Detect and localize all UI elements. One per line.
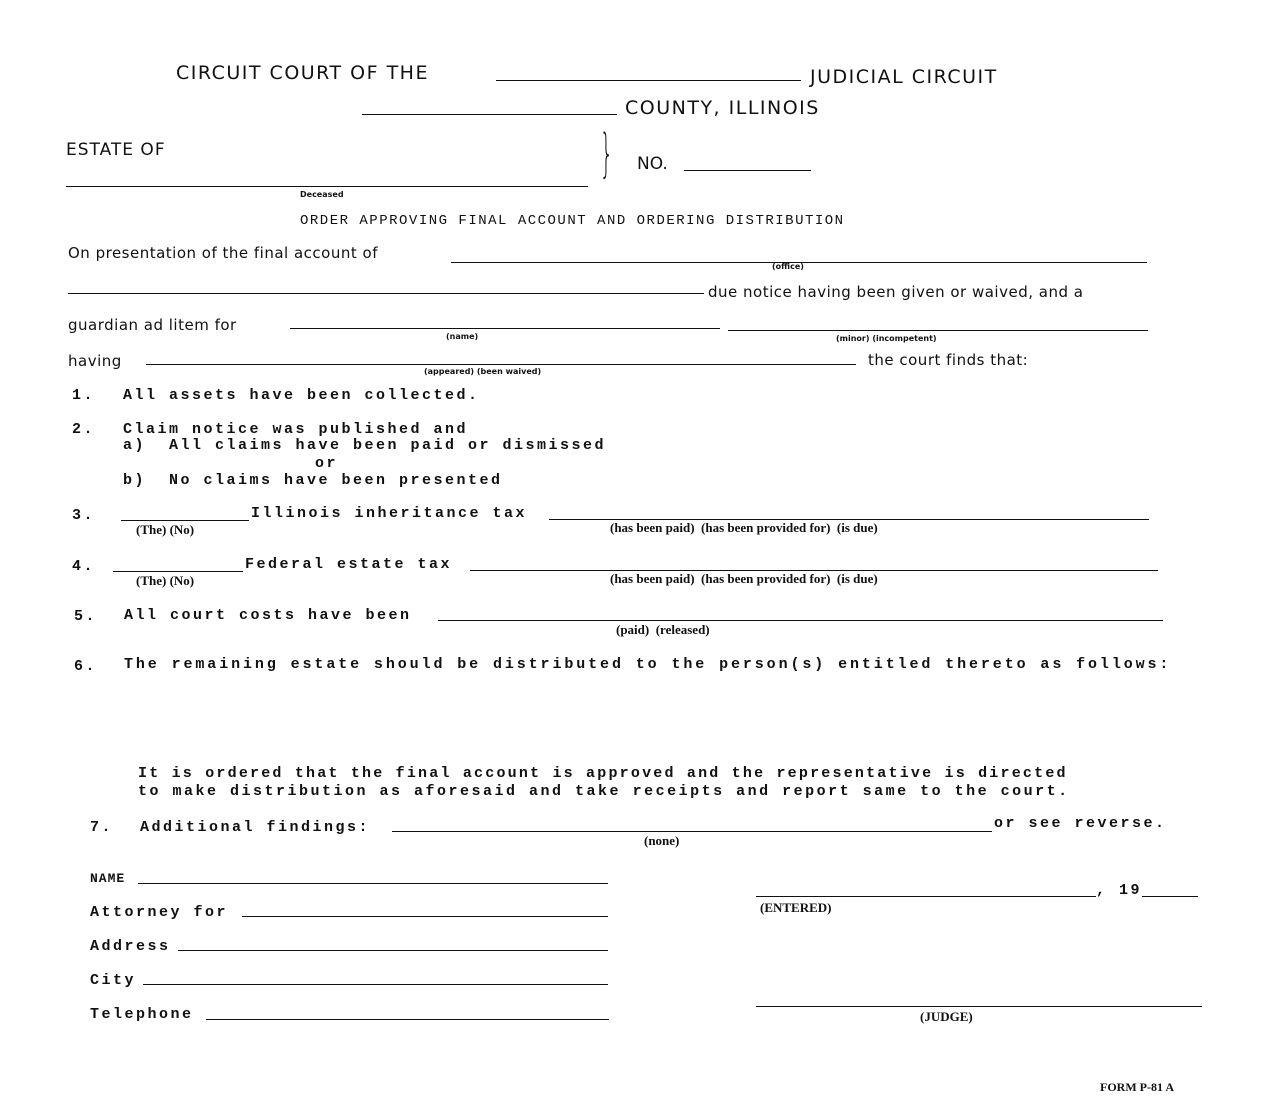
finding-1-text: All assets have been collected.: [123, 387, 480, 404]
finding-5-number: 5.: [74, 608, 98, 625]
finding-2b-text: b) No claims have been presented: [123, 472, 503, 489]
tax-options-caption-4: (has been paid) (has been provided for) (is due): [610, 571, 878, 586]
finding-1-number: 1.: [72, 387, 96, 404]
due-notice-text: due notice having been given or waived, and a: [708, 283, 1084, 301]
court-finds-text: the court finds that:: [868, 351, 1029, 369]
circuit-blank[interactable]: [496, 80, 801, 81]
county-label: COUNTY, ILLINOIS: [625, 97, 820, 119]
finding-4-number: 4.: [72, 558, 96, 575]
finding-5-text: All court costs have been: [124, 607, 412, 624]
name-caption: (name): [446, 332, 479, 341]
court-heading: CIRCUIT COURT OF THE: [176, 62, 429, 84]
circuit-label: JUDICIAL CIRCUIT: [810, 66, 998, 88]
telephone-blank[interactable]: [206, 1019, 609, 1020]
brace: }: [599, 124, 614, 184]
address-blank[interactable]: [178, 950, 608, 951]
finding-6-number: 6.: [74, 658, 98, 675]
appeared-caption: (appeared) (been waived): [424, 367, 542, 376]
city-label: City: [90, 972, 137, 989]
finding-2-or: or: [315, 455, 339, 472]
case-no-label: NO.: [637, 154, 668, 174]
address-label: Address: [90, 938, 171, 955]
illinois-tax-the-no-blank[interactable]: [121, 520, 249, 521]
entered-date-blank[interactable]: [756, 896, 1096, 897]
minor-caption: (minor) (incompetent): [836, 334, 937, 343]
office-caption: (office): [772, 262, 804, 271]
additional-findings-label: Additional findings:: [140, 819, 371, 836]
finding-3-text: Illinois inheritance tax: [251, 505, 528, 522]
guardian-name-blank[interactable]: [290, 328, 720, 329]
attorney-for-label: Attorney for: [90, 904, 229, 921]
finding-4-text: Federal estate tax: [245, 556, 453, 573]
judge-signature-blank[interactable]: [756, 1006, 1202, 1007]
finding-2-number: 2.: [72, 421, 96, 438]
finding-3-number: 3.: [72, 507, 96, 524]
judge-caption: (JUDGE): [920, 1009, 973, 1024]
document-title: ORDER APPROVING FINAL ACCOUNT AND ORDERING DISTRIBUTION: [300, 213, 845, 229]
county-blank[interactable]: [362, 114, 617, 115]
appeared-blank[interactable]: [146, 364, 856, 365]
name-label: NAME: [90, 871, 126, 886]
guardian-text: guardian ad litem for: [68, 316, 237, 334]
finding-2-text: Claim notice was published and: [123, 421, 469, 438]
tax-options-caption-3: (has been paid) (has been provided for) (is due): [610, 520, 878, 535]
finding-6-text: The remaining estate should be distributed to the person(s) entitled thereto as follows:: [124, 656, 1172, 673]
none-caption: (none): [644, 833, 680, 848]
estate-name-blank[interactable]: [66, 186, 588, 187]
year-prefix: , 19: [1096, 882, 1143, 899]
city-blank[interactable]: [143, 984, 608, 985]
office-holder-blank-2[interactable]: [68, 293, 704, 294]
paid-released-caption: (paid) (released): [616, 622, 710, 637]
order-line-2: to make distribution as aforesaid and take receipts and report same to the court.: [138, 783, 1070, 800]
additional-findings-blank[interactable]: [392, 831, 992, 832]
court-costs-blank[interactable]: [438, 620, 1163, 621]
presentation-text: On presentation of the final account of: [68, 244, 378, 262]
federal-tax-the-no-blank[interactable]: [113, 571, 243, 572]
see-reverse-text: or see reverse.: [994, 815, 1167, 832]
finding-7-number: 7.: [90, 819, 114, 836]
order-line-1: It is ordered that the final account is approved and the representative is directed: [138, 765, 1068, 782]
name-blank[interactable]: [138, 883, 608, 884]
year-blank[interactable]: [1142, 896, 1198, 897]
entered-caption: (ENTERED): [760, 900, 832, 915]
finding-2a-text: a) All claims have been paid or dismissed: [123, 437, 607, 454]
form-id: FORM P-81 A: [1100, 1080, 1174, 1094]
the-no-caption-4: (The) (No): [136, 573, 195, 588]
having-text: having: [68, 352, 122, 370]
attorney-for-blank[interactable]: [242, 916, 608, 917]
case-no-blank[interactable]: [684, 170, 811, 171]
estate-of-label: ESTATE OF: [66, 140, 166, 160]
minor-blank[interactable]: [728, 330, 1148, 331]
telephone-label: Telephone: [90, 1006, 194, 1023]
deceased-caption: Deceased: [300, 190, 344, 199]
the-no-caption-3: (The) (No): [136, 522, 195, 537]
